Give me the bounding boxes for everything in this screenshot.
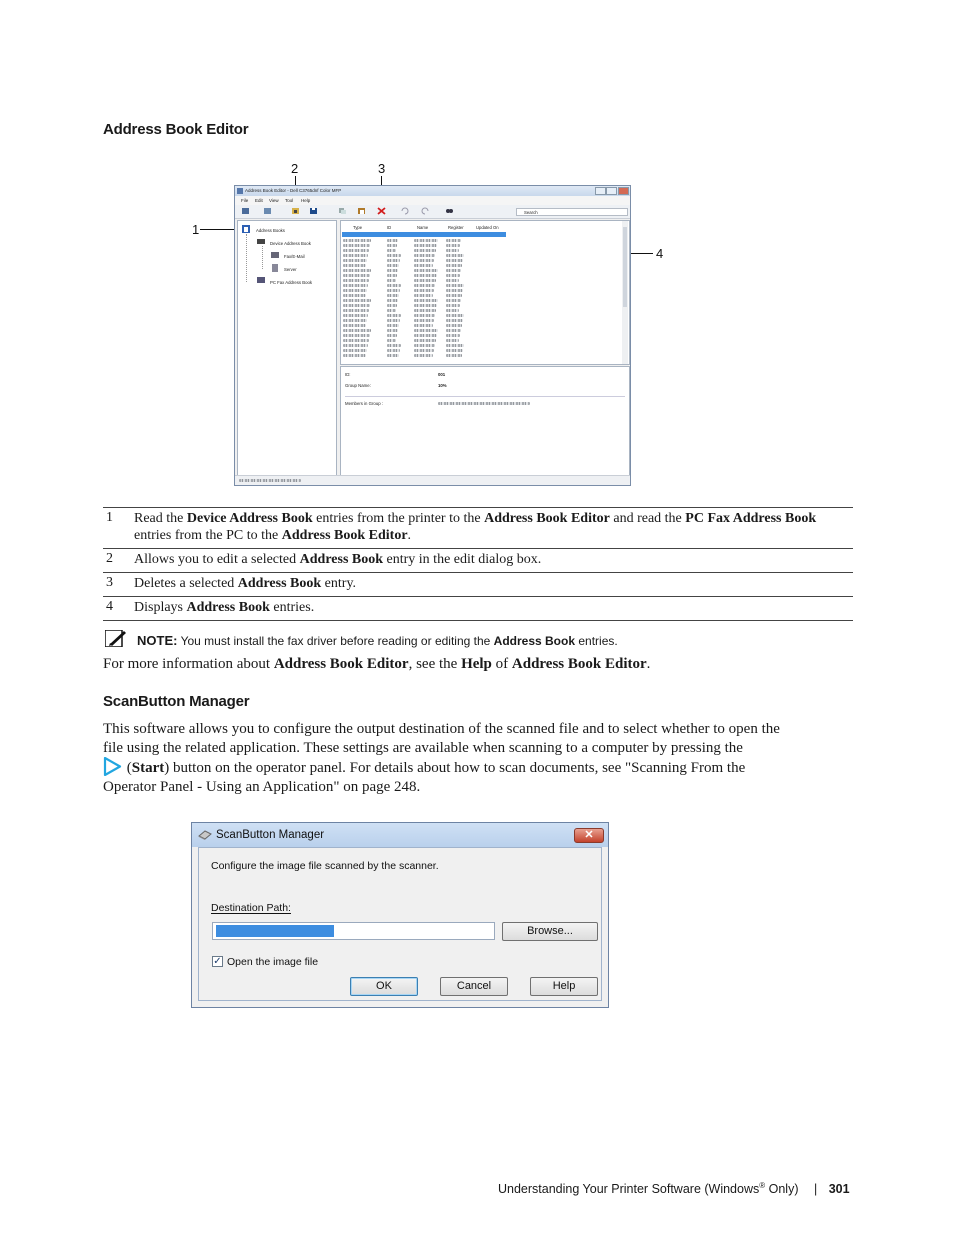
list-item-redacted (446, 329, 461, 332)
footer-separator: | (813, 1182, 818, 1197)
list-item-redacted (446, 269, 461, 272)
callout-1: 1 (192, 222, 200, 237)
maximize-button[interactable] (606, 187, 617, 195)
list-item-redacted (387, 324, 399, 327)
table-row (103, 549, 853, 573)
row-description (134, 597, 853, 616)
list-item-redacted (446, 284, 464, 287)
start-button-icon (103, 757, 122, 776)
start-bold: Start (131, 760, 165, 776)
destination-path-label: Destination Path: (211, 902, 291, 914)
list-item-redacted (414, 279, 436, 282)
list-item-redacted (414, 344, 435, 347)
list-item-redacted (343, 339, 369, 342)
text-span: entries from the PC to the (134, 528, 282, 543)
list-item-redacted (446, 319, 463, 322)
list-item-redacted (387, 269, 398, 272)
more-info-bold: Help (461, 656, 492, 672)
list-item-redacted (414, 304, 437, 307)
edit-entry-icon[interactable] (291, 207, 300, 215)
pc-icon (257, 277, 265, 285)
entry-list (340, 220, 630, 365)
list-item-redacted (343, 289, 367, 292)
text-span: entries. (269, 600, 315, 615)
list-item-redacted (387, 244, 397, 247)
ok-button[interactable]: OK (350, 977, 418, 996)
minimize-button[interactable] (595, 187, 606, 195)
list-item-redacted (414, 314, 435, 317)
list-item-redacted (387, 309, 396, 312)
column-type[interactable]: Type (353, 225, 363, 230)
delete-icon[interactable] (377, 207, 386, 215)
list-item-redacted (414, 264, 433, 267)
list-item-redacted (446, 304, 460, 307)
more-info-text: , see the (408, 656, 462, 672)
list-item-redacted (414, 299, 438, 302)
text-span: and read the (609, 511, 686, 526)
list-item-redacted (446, 309, 459, 312)
note-label: NOTE: (137, 633, 178, 648)
copy-icon[interactable] (338, 207, 347, 215)
list-item-redacted (343, 259, 367, 262)
list-item-redacted (387, 314, 401, 317)
list-item-redacted (387, 254, 401, 257)
status-bar (235, 475, 630, 485)
read-pc-icon[interactable] (263, 207, 272, 215)
tree-item-device-address-book[interactable]: Device Address Book (270, 241, 311, 246)
more-info-paragraph (103, 656, 650, 673)
list-item-redacted (414, 354, 433, 357)
list-item-redacted (414, 249, 436, 252)
text-span: entry. (321, 576, 357, 591)
address-books-icon (241, 224, 251, 234)
find-icon[interactable] (445, 207, 454, 215)
column-updated-on[interactable]: Updated On (476, 225, 499, 230)
list-item-redacted (343, 294, 366, 297)
window-title-bar (235, 186, 630, 196)
undo-icon[interactable] (400, 207, 409, 215)
list-item-redacted (446, 274, 460, 277)
list-item-redacted (387, 349, 400, 352)
section-heading-address-book-editor: Address Book Editor (103, 121, 249, 138)
detail-members-label: Members in Group : (345, 401, 383, 406)
list-item-redacted (387, 299, 398, 302)
window-title: Address Book Editor - Dell C3765dnf Color MFP (245, 188, 342, 193)
destination-path-input[interactable] (212, 922, 495, 940)
callout-2: 2 (291, 161, 299, 176)
list-item-redacted (343, 284, 368, 287)
list-item-redacted (343, 349, 367, 352)
table-row (103, 597, 853, 621)
list-item-redacted (343, 299, 371, 302)
help-button[interactable]: Help (530, 977, 598, 996)
list-item-redacted (446, 244, 460, 247)
list-item-redacted (343, 354, 366, 357)
list-item-redacted (387, 249, 396, 252)
detail-id-value: 001 (438, 372, 446, 377)
printer-icon (257, 237, 265, 245)
list-item-redacted (446, 349, 463, 352)
menu-help[interactable]: Help (301, 198, 311, 203)
list-item-redacted (387, 329, 398, 332)
destination-path-selection (216, 925, 334, 937)
list-item-redacted (343, 334, 370, 337)
note-body: You must install the fax driver before reading or editing the (180, 634, 494, 648)
detail-members-value (438, 402, 530, 405)
note-body-end: entries. (575, 634, 618, 648)
list-item-redacted (414, 294, 433, 297)
list-item-redacted (446, 279, 459, 282)
section-heading-scanbutton-manager: ScanButton Manager (103, 693, 250, 710)
list-item-redacted (414, 269, 438, 272)
registered-mark: ® (759, 1181, 766, 1190)
list-item-redacted (446, 344, 464, 347)
list-item-redacted (343, 274, 370, 277)
server-icon (271, 264, 279, 272)
text-span: Deletes a selected (134, 576, 238, 591)
text-span: entry in the edit dialog box. (383, 552, 542, 567)
open-image-label[interactable]: Open the image file (227, 956, 319, 968)
footer-title-end: Only) (765, 1182, 799, 1197)
list-item-redacted (414, 339, 436, 342)
column-id[interactable]: ID (387, 225, 392, 230)
list-item-redacted (446, 239, 461, 242)
dialog-instruction: Configure the image file scanned by the scanner. (211, 860, 439, 872)
list-item-redacted (446, 324, 462, 327)
bold-term: Address Book Editor (484, 511, 610, 526)
dialog-title: ScanButton Manager (216, 829, 325, 841)
list-item-redacted (387, 289, 400, 292)
list-item-redacted (387, 264, 399, 267)
address-book-tree (237, 220, 337, 476)
list-item-redacted (387, 304, 397, 307)
app-icon (237, 188, 243, 194)
list-item-redacted (387, 354, 399, 357)
menu-bar (235, 196, 630, 205)
list-item-redacted (343, 254, 368, 257)
list-item-redacted (414, 254, 435, 257)
scanner-icon (198, 829, 212, 841)
list-item-redacted (387, 344, 401, 347)
callout-table (103, 507, 853, 621)
row-number: 3 (106, 575, 113, 590)
list-item-redacted (387, 279, 396, 282)
detail-id-label: ID: (345, 372, 351, 377)
list-item-redacted (414, 349, 434, 352)
more-info-bold: Address Book Editor (511, 656, 647, 672)
list-item-redacted (446, 259, 463, 262)
paragraph-line: This software allows you to configure the output destination of the scanned file and to select whether to open the (103, 721, 780, 737)
paragraph-line: (Start) button on the operator panel. For details about how to scan documents, see "Scanning From the (103, 757, 780, 778)
save-icon[interactable] (309, 207, 318, 215)
detail-divider (345, 396, 625, 397)
list-item-redacted (343, 304, 370, 307)
list-item-redacted (343, 309, 369, 312)
open-image-checkbox[interactable]: ✓ (213, 956, 222, 967)
redo-icon[interactable] (421, 207, 430, 215)
list-item-redacted (343, 249, 369, 252)
row-description (134, 508, 853, 544)
list-item-redacted (414, 329, 438, 332)
close-button[interactable] (618, 187, 629, 195)
tree-item-address-books[interactable]: Address Books (256, 228, 285, 233)
row-description (134, 573, 853, 592)
list-item-redacted (343, 244, 370, 247)
list-item-redacted (343, 269, 371, 272)
footer-title: Understanding Your Printer Software (Windows (498, 1182, 760, 1197)
menu-tool[interactable]: Tool (285, 198, 294, 203)
entry-detail-pane (340, 366, 630, 476)
list-item-redacted (446, 249, 459, 252)
text-span: Displays (134, 600, 187, 615)
scanbutton-manager-dialog (191, 822, 609, 1008)
list-item-redacted (387, 259, 400, 262)
scanbutton-paragraph (103, 720, 780, 796)
list-scroll-thumb[interactable] (623, 227, 627, 307)
dialog-body (198, 847, 602, 1001)
page-footer (498, 1181, 850, 1196)
row-number: 2 (106, 551, 113, 566)
list-item-redacted (414, 319, 434, 322)
list-item-redacted (414, 274, 437, 277)
note-bold: Address Book (493, 634, 576, 648)
bold-term: Device Address Book (186, 511, 313, 526)
bold-term: Address Book (237, 576, 322, 591)
column-register[interactable]: Register (448, 225, 464, 230)
row-description (134, 549, 853, 568)
list-item-redacted (387, 239, 398, 242)
callout-3: 3 (378, 161, 386, 176)
list-item-redacted (343, 324, 366, 327)
dialog-close-button[interactable]: ✕ (574, 828, 604, 843)
tree-item-pc-fax-address-book[interactable]: PC Fax Address Book (270, 280, 313, 285)
list-item-redacted (414, 309, 436, 312)
list-item-redacted (414, 284, 435, 287)
list-item-redacted (343, 314, 368, 317)
list-item-redacted (414, 324, 433, 327)
list-item-redacted (446, 289, 463, 292)
selected-row[interactable] (342, 232, 506, 237)
menu-file[interactable]: File (241, 198, 249, 203)
note-pencil-icon (105, 630, 127, 647)
list-item-redacted (446, 294, 462, 297)
list-item-redacted (343, 329, 371, 332)
page-number: 301 (828, 1182, 850, 1197)
list-item-redacted (343, 319, 367, 322)
more-info-bold: Address Book Editor (273, 656, 409, 672)
list-item-redacted (343, 344, 368, 347)
text-span: Allows you to edit a selected (134, 552, 300, 567)
detail-group-label: Group Name: (345, 383, 371, 388)
note-text (137, 633, 618, 648)
paste-icon[interactable] (357, 207, 366, 215)
list-item-redacted (387, 284, 401, 287)
list-item-redacted (343, 239, 371, 242)
list-item-redacted (414, 334, 437, 337)
fax-email-icon (271, 251, 279, 259)
read-device-icon[interactable] (241, 207, 250, 215)
address-book-editor-window (234, 185, 631, 486)
list-item-redacted (446, 254, 464, 257)
list-item-redacted (414, 239, 438, 242)
tree-item-server[interactable]: Server (284, 267, 297, 272)
list-item-redacted (343, 279, 369, 282)
more-info-text: . (646, 656, 651, 672)
bold-term: Address Book (186, 600, 270, 615)
tree-connector (246, 234, 248, 282)
menu-edit[interactable]: Edit (255, 198, 263, 203)
bold-term: PC Fax Address Book (685, 511, 817, 526)
text-span: entries from the printer to the (312, 511, 485, 526)
tree-item-fax-email[interactable]: Fax/E-Mail (284, 254, 305, 259)
callout-4: 4 (656, 246, 664, 261)
status-text (239, 479, 301, 482)
table-row (103, 573, 853, 597)
list-item-redacted (387, 294, 399, 297)
cancel-button[interactable]: Cancel (440, 977, 508, 996)
column-name[interactable]: Name (417, 225, 429, 230)
paragraph-line: file using the related application. These settings are available when scanning to a computer by pressing the (103, 739, 743, 756)
more-info-text: For more information about (103, 656, 274, 672)
menu-view[interactable]: View (269, 198, 279, 203)
list-item-redacted (446, 299, 461, 302)
list-item-redacted (414, 289, 434, 292)
search-label: Search (524, 210, 538, 215)
tree-connector (262, 246, 264, 269)
paragraph-line: Operator Panel - Using an Application" on page 248. (103, 778, 421, 795)
list-item-redacted (414, 259, 434, 262)
list-item-redacted (446, 354, 462, 357)
browse-button[interactable]: Browse... (502, 922, 598, 941)
list-item-redacted (414, 244, 437, 247)
bold-term: Address Book (299, 552, 384, 567)
list-item-redacted (387, 319, 400, 322)
list-item-redacted (446, 339, 459, 342)
more-info-text: of (491, 656, 512, 672)
text-span: . (407, 528, 412, 543)
list-item-redacted (343, 264, 366, 267)
bold-term: Address Book Editor (281, 528, 408, 543)
list-item-redacted (387, 274, 397, 277)
text-span: Read the (134, 511, 187, 526)
detail-group-value: 10% (438, 383, 447, 388)
row-number: 4 (106, 599, 113, 614)
list-item-redacted (446, 314, 464, 317)
list-item-redacted (387, 334, 397, 337)
list-item-redacted (446, 334, 460, 337)
list-item-redacted (387, 339, 396, 342)
row-number: 1 (106, 510, 113, 525)
list-item-redacted (446, 264, 462, 267)
table-row (103, 508, 853, 549)
